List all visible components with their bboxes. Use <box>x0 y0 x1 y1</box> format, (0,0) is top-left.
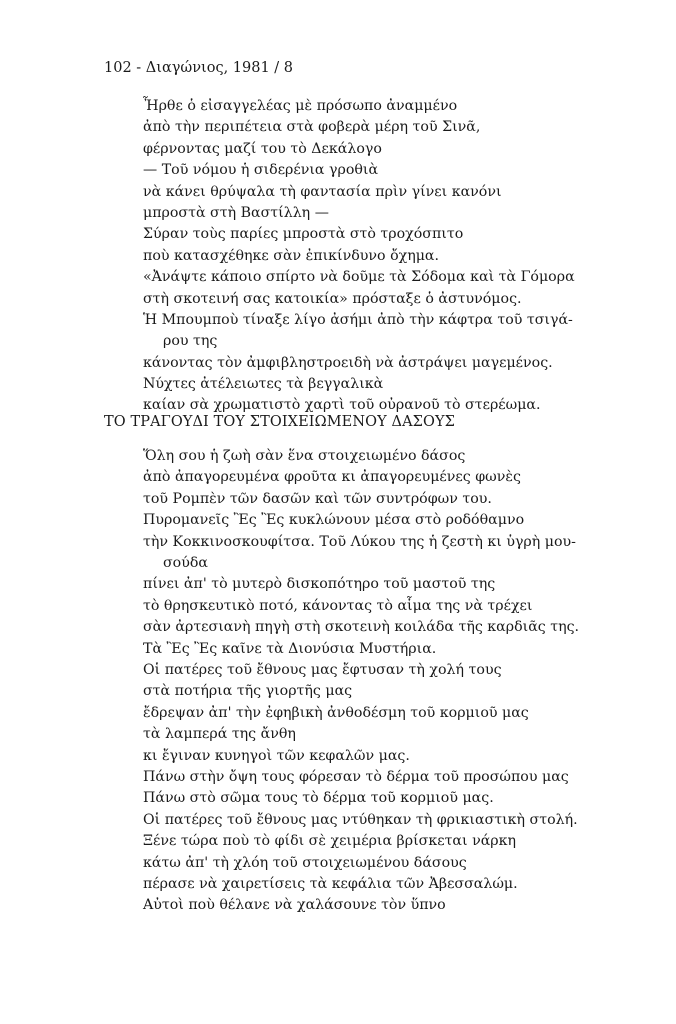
poem-line: Ὅλη σου ἡ ζωὴ σὰν ἕνα στοιχειωμένο δάσος <box>143 448 466 464</box>
poem-line: φέρνοντας μαζί του τὸ Δεκάλογο <box>143 140 382 157</box>
poem-line: σὰν ἀρτεσιανὴ πηγὴ στὴ σκοτεινὴ κοιλάδα τῆς καρδιᾶς της. <box>143 619 580 636</box>
poem-line-continuation: ρου της <box>163 333 218 350</box>
poem-line: Πάνω στὴν ὄψη τους φόρεσαν τὸ δέρμα τοῦ προσώπου μας <box>143 768 569 785</box>
poem-2-stanza-1 <box>143 446 663 660</box>
poem-line: Πάνω στὸ σῶμα τους τὸ δέρμα τοῦ κορμιοῦ μας. <box>143 790 494 807</box>
poem-line: Νύχτες ἀτέλειωτες τὰ βεγγαλικὰ <box>143 376 384 393</box>
poem-line: Πυρομανεῖς Ἒς Ἒς κυκλώνουν μέσα στὸ ροδόθαμνο <box>143 512 525 529</box>
poem-line: καίαν σὰ χρωματιστὸ χαρτὶ τοῦ οὐρανοῦ τὸ στερέωμα. <box>143 397 541 414</box>
poem-line: Τὰ Ἒς Ἒς καῖνε τὰ Διονύσια Μυστήρια. <box>143 640 437 657</box>
poem-line: ποὺ κατασχέθηκε σὰν ἐπικίνδυνο ὄχημα. <box>143 247 440 264</box>
poem-line: τὰ λαμπερά της ἄνθη <box>143 726 296 743</box>
poem-2-stanza-2 <box>143 660 663 917</box>
poem-line: Ἦρθε ὁ εἰσαγγελέας μὲ πρόσωπο ἀναμμένο <box>143 98 458 114</box>
poem-line: στὴ σκοτεινή σας κατοικία» πρόσταξε ὁ ἀστυνόμος. <box>143 290 522 307</box>
poem-line: κι ἔγιναν κυνηγοὶ τῶν κεφαλῶν μας. <box>143 747 410 764</box>
poem-line-continuation: σούδα <box>163 554 208 571</box>
poem-line: πίνει ἀπ' τὸ μυτερὸ δισκοπότηρο τοῦ μαστοῦ της <box>143 576 496 593</box>
running-header: 102 - Διαγώνιος, 1981 / 8 <box>104 60 294 76</box>
poem-line: — Τοῦ νόμου ἡ σιδερένια γροθιὰ <box>143 162 379 179</box>
poem-line: Οἱ πατέρες τοῦ ἔθνους μας ντύθηκαν τὴ φρικιαστικὴ στολή. <box>143 811 578 828</box>
poem-line: τὸ θρησκευτικὸ ποτό, κάνοντας τὸ αἷμα της νὰ τρέχει <box>143 597 533 614</box>
poem-line: πέρασε νὰ χαιρετίσεις τὰ κεφάλια τῶν Ἀβεσσαλώμ. <box>143 875 518 892</box>
poem-line: ἔδρεψαν ἀπ' τὴν ἐφηβικὴ ἀνθοδέσμη τοῦ κορμιοῦ μας <box>143 704 529 721</box>
poem-line: τὴν Κοκκινοσκουφίτσα. Τοῦ Λύκου της ἡ ζεστὴ κι ὑγρὴ μου- <box>143 533 576 550</box>
poem-line: Ἡ Μπουμποὺ τίναξε λίγο ἀσήμι ἀπὸ τὴν κάφτρα τοῦ τσιγά- <box>143 311 573 328</box>
poem-line: στὰ ποτήρια τῆς γιορτῆς μας <box>143 683 353 700</box>
poem-line: νὰ κάνει θρύψαλα τὴ φαντασία πρὶν γίνει κανόνι <box>143 183 502 200</box>
poem-line: τοῦ Ρομπὲν τῶν δασῶν καὶ τῶν συντρόφων του. <box>143 490 492 507</box>
poem-line: «Ἀνάψτε κάποιο σπίρτο νὰ δοῦμε τὰ Σόδομα καὶ τὰ Γόμορα <box>143 269 575 286</box>
poem-line: Οἱ πατέρες τοῦ ἔθνους μας ἔφτυσαν τὴ χολή τους <box>143 662 502 678</box>
poem-line: κάνοντας τὸν ἀμφιβληστροειδὴ νὰ ἀστράψει μαγεμένος. <box>143 354 553 371</box>
poem-line: κάτω ἀπ' τὴ χλόη τοῦ στοιχειωμένου δάσους <box>143 854 467 871</box>
poem-line: ἀπὸ τὴν περιπέτεια στὰ φοβερὰ μέρη τοῦ Σινᾶ, <box>143 119 481 136</box>
poem-line: Σύραν τοὺς παρίες μπροστὰ στὸ τροχόσπιτο <box>143 226 464 243</box>
poem-line: Ξένε τώρα ποὺ τὸ φίδι σὲ χειμέρια βρίσκεται νάρκη <box>143 833 516 850</box>
poem-line: ἀπὸ ἀπαγορευμένα φροῦτα κι ἀπαγορευμένες φωνὲς <box>143 469 521 486</box>
poem-1 <box>143 96 663 417</box>
poem-line: μπροστὰ στὴ Βαστίλλη — <box>143 204 329 221</box>
section-title: ΤΟ ΤΡΑΓΟΥΔΙ ΤΟΥ ΣΤΟΙΧΕΙΩΜΕΝΟΥ ΔΑΣΟΥΣ <box>104 414 456 430</box>
poem-line: Αὐτοὶ ποὺ θέλανε νὰ χαλάσουνε τὸν ὕπνο <box>143 897 446 914</box>
